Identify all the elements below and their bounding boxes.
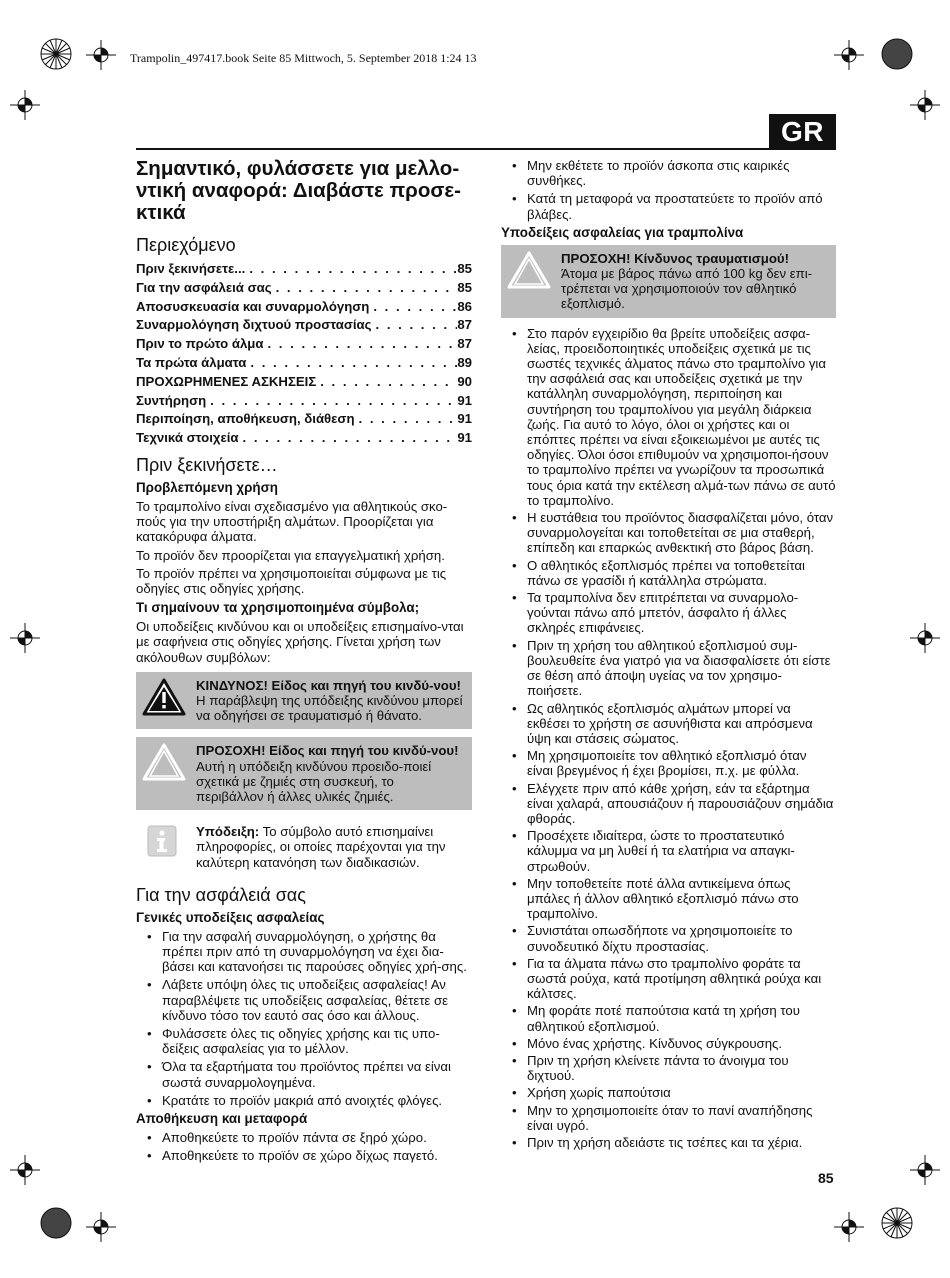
list-item: • Ως αθλητικός εξοπλισμός αλμάτων μπορεί να εκθέσει το χρήστη σε ασυνήθιστα και απρόσμενα ύψη και στάσεις σώματος. xyxy=(501,701,836,747)
toc-entry-page: 85 xyxy=(457,279,472,295)
crosshair-mark-icon xyxy=(910,90,940,120)
toc-entry-page: 91 xyxy=(457,411,472,427)
list-item: • Μην το χρησιμοποιείτε όταν το πανί αναπήδησης είναι υγρό. xyxy=(501,1103,836,1133)
toc-entry-page: 85 xyxy=(457,261,472,276)
notice-text: Το σύμβολο αυτό επισημαίνει πληροφορίες, οι οποίες παρέχονται για την καλύτερη κατανόηση των διαδικασιών. xyxy=(196,824,446,870)
list-item: • Πριν τη χρήση του αθλητικού εξοπλισμού συμ-βουλευθείτε ένα γιατρό για να διασφαλίσετε ότι είστε σε θέση από άποψη υγείας να τον χρησιμο-ποιήσετε. xyxy=(501,638,836,699)
info-icon xyxy=(142,824,186,870)
general-safety-list xyxy=(136,929,472,1108)
list-item: • Αποθηκεύετε το προϊόν σε χώρο δίχως παγετό. xyxy=(136,1148,472,1163)
list-item: • Συνιστάται οπωσδήποτε να χρησιμοποιείτε το συνοδευτικό δίχτυ προστασίας. xyxy=(501,923,836,953)
toc-entry-page: 90 xyxy=(457,373,472,389)
list-item: • Αποθηκεύετε το προϊόν πάντα σε ξηρό χώρο. xyxy=(136,1130,472,1145)
registration-mark-icon xyxy=(36,1203,76,1243)
notice-text: Η παράβλεψη της υπόδειξης κινδύνου μπορεί να οδηγήσει σε τραυματισμό ή θάνατο. xyxy=(196,693,463,724)
page-number: 85 xyxy=(818,1170,834,1186)
registration-mark-icon xyxy=(877,34,917,74)
caution-notice xyxy=(136,737,472,810)
crosshair-mark-icon xyxy=(10,90,40,120)
toc-entry-title: Περιποίηση, αποθήκευση, διάθεση xyxy=(136,411,355,427)
notice-text: Άτομα με βάρος πάνω από 100 kg δεν επι-τρέπεται να χρησιμοποιούν τον αθλητικό εξοπλισμό. xyxy=(561,266,813,312)
list-item: • Πριν τη χρήση κλείνετε πάντα το άνοιγμα του διχτυού. xyxy=(501,1053,836,1083)
list-item: • Λάβετε υπόψη όλες τις υποδείξεις ασφαλείας! Αν παραβλέψετε τις υποδείξεις ασφαλείας, θέτετε σε κίνδυνο τόσο τον εαυτό σας όσο και άλλους. xyxy=(136,977,472,1023)
toc-entry-title: Τεχνικά στοιχεία xyxy=(136,430,239,446)
toc-entry[interactable] xyxy=(136,279,472,298)
toc-entry-page: 89 xyxy=(457,354,472,370)
danger-notice xyxy=(136,672,472,730)
toc-entry-page: 87 xyxy=(457,317,472,333)
crosshair-mark-icon xyxy=(10,623,40,653)
page-title: Σημαντικό, φυλάσσετε για μελλο-ντική αναφορά: Διαβάστε προσε-κτικά xyxy=(136,157,461,224)
subsection-heading: Υποδείξεις ασφαλείας για τραμπολίνα xyxy=(501,224,744,240)
toc-entry-title: Συντήρηση xyxy=(136,392,207,408)
toc-entry-title: Τα πρώτα άλματα xyxy=(136,354,247,370)
crosshair-mark-icon xyxy=(86,40,116,70)
transport-list xyxy=(501,158,836,222)
list-item: • Για την ασφαλή συναρμολόγηση, ο χρήστης θα πρέπει πριν από τη συναρμολόγηση να έχει δια-βάσει και κατανοήσει τις παρούσες οδηγίες χρή-σης. xyxy=(136,929,472,975)
toc-entry[interactable] xyxy=(136,429,472,448)
list-item: • Η ευστάθεια του προϊόντος διασφαλίζεται μόνο, όταν συναρμολογείται και τοποθετείται σε μια σταθερή, επίπεδη και επαρκώς ανθεκτική στο βάρος βάση. xyxy=(501,510,836,556)
list-item: • Για τα άλματα πάνω στο τραμπολίνο φοράτε τα σωστά ρούχα, κατά προτίμηση αθλητικά ρούχα και κάλτσες. xyxy=(501,956,836,1002)
toc-entry-title: Πριν το πρώτο άλμα xyxy=(136,336,264,352)
notice-label: ΠΡΟΣΟΧΗ! Είδος και πηγή του κινδύ-νου! xyxy=(196,743,459,759)
subsection-heading: Αποθήκευση και μεταφορά xyxy=(136,1111,308,1127)
toc-entry-title: ΠΡΟΧΩΡΗΜΕΝΕΣ ΑΣΚΗΣΕΙΣ xyxy=(136,373,317,389)
toc-entry-page: 87 xyxy=(457,336,472,352)
crosshair-mark-icon xyxy=(10,1155,40,1185)
notice-label: Υπόδειξη: xyxy=(196,824,260,840)
list-item: • Κρατάτε το προϊόν μακριά από ανοιχτές φλόγες. xyxy=(136,1093,472,1108)
left-column xyxy=(136,158,472,1166)
injury-warning-notice xyxy=(501,245,836,318)
subsection-heading: Γενικές υποδείξεις ασφαλείας xyxy=(136,909,325,925)
list-item: • Όλα τα εξαρτήματα του προϊόντος πρέπει να είναι σωστά συναρμολογημένα. xyxy=(136,1059,472,1089)
list-item: • Μόνο ένας χρήστης. Κίνδυνος σύγκρουσης. xyxy=(501,1036,836,1051)
paragraph: Οι υποδείξεις κινδύνου και οι υποδείξεις επισημαίνο-νται με σαφήνεια στις οδηγίες χρήσης. Γίνεται χρήση των ακόλουθων συμβόλων: xyxy=(136,619,464,665)
toc-entry-title: Για την ασφάλειά σας xyxy=(136,279,272,295)
crosshair-mark-icon xyxy=(86,1212,116,1242)
list-item: • Κατά τη μεταφορά να προστατεύετε το προϊόν από βλάβες. xyxy=(501,191,836,221)
toc-heading: Περιεχόμενο xyxy=(136,235,236,255)
list-item: • Μη χρησιμοποιείτε τον αθλητικό εξοπλισμό όταν είναι βρεγμένος ή έχει βρομίσει, π.χ. με φύλλα. xyxy=(501,748,836,778)
registration-mark-icon xyxy=(877,1203,917,1243)
toc-entry[interactable] xyxy=(136,373,472,392)
notice-label: ΚΙΝΔΥΝΟΣ! Είδος και πηγή του κινδύ-νου! xyxy=(196,677,461,693)
table-of-contents xyxy=(136,260,472,448)
toc-entry[interactable] xyxy=(136,316,472,335)
list-item: • Πριν τη χρήση αδειάστε τις τσέπες και τα χέρια. xyxy=(501,1135,836,1150)
toc-entry-page: 91 xyxy=(457,430,472,446)
caution-triangle-icon xyxy=(142,743,186,804)
danger-warning-icon xyxy=(142,678,186,724)
section-heading: Πριν ξεκινήσετε… xyxy=(136,454,278,475)
header-rule xyxy=(136,148,836,150)
list-item: • Μη φοράτε ποτέ παπούτσια κατά τη χρήση του αθλητικού εξοπλισμού. xyxy=(501,1003,836,1033)
list-item: • Ο αθλητικός εξοπλισμός πρέπει να τοποθετείται πάνω σε γρασίδι ή κατάλληλα στρώματα. xyxy=(501,558,836,588)
print-slug: Trampolin_497417.book Seite 85 Mittwoch, 5. September 2018 1:24 13 xyxy=(130,51,477,65)
subsection-heading: Τι σημαίνουν τα χρησιμοποιημένα σύμβολα; xyxy=(136,600,420,616)
caution-triangle-icon xyxy=(507,251,551,312)
toc-entry[interactable] xyxy=(136,410,472,429)
toc-entry[interactable] xyxy=(136,392,472,411)
list-item: • Τα τραμπολίνα δεν επιτρέπεται να συναρμολο-γούνται πάνω από μπετόν, άσφαλτο ή άλλες σκληρές επιφάνειες. xyxy=(501,590,836,636)
toc-entry-title: Πριν ξεκινήσετε... xyxy=(136,261,246,276)
list-item: • Χρήση χωρίς παπούτσια xyxy=(501,1085,836,1100)
registration-mark-icon xyxy=(36,34,76,74)
toc-entry-title: Αποσυσκευασία και συναρμολόγηση xyxy=(136,298,370,314)
toc-entry-page: 91 xyxy=(457,392,472,408)
notice-label: ΠΡΟΣΟΧΗ! Κίνδυνος τραυματισμού! xyxy=(561,250,789,266)
subsection-heading: Προβλεπόμενη χρήση xyxy=(136,479,278,495)
list-item: • Ελέγχετε πριν από κάθε χρήση, εάν τα εξάρτημα είναι χαλαρά, απουσιάζουν ή παρουσιάζουν σημάδια φθοράς. xyxy=(501,781,836,827)
notice-text: Αυτή η υπόδειξη κινδύνου προειδο-ποιεί σχετικά με ζημιές στη συσκευή, το περιβάλλον ή άλλες υλικές ζημιές. xyxy=(196,758,432,805)
hint-notice xyxy=(136,818,472,876)
list-item: • Μην εκθέτετε το προϊόν άσκοπα στις καιρικές συνθήκες. xyxy=(501,158,836,188)
paragraph: Το τραμπολίνο είναι σχεδιασμένο για αθλητικούς σκο-πούς για την υποστήριξη αλμάτων. Προορίζεται για κατακόρυφα άλματα. xyxy=(136,498,448,545)
paragraph: Το προϊόν δεν προορίζεται για επαγγελματική χρήση. xyxy=(136,547,445,563)
language-badge: GR xyxy=(769,114,836,150)
right-column xyxy=(501,158,836,1152)
list-item: • Στο παρόν εγχειρίδιο θα βρείτε υποδείξεις ασφα-λείας, προειδοποιητικές υποδείξεις σχετικά με τις σωστές τεχνικές άλματος πάνω στο τραμπολίνο για την ασφάλειά σας και υποδείξεις σχετικά με την κατάλληλη συναρμολόγηση, περιποίηση και συντήρηση του τραμπολίνου για μεγάλη διάρκεια ζωής. Για αυτό το λόγο, όλοι οι χρήστες και οι επόπτες πρέπει να είναι εξοικειωμένοι με αυτές τις οδηγίες. Όλοι όσοι επιθυμούν να χρησιμοποι-ήσουν το τραμπολίνο πρέπει να γνωρίζουν τα προσωπικά τους όρια κατά την εκτέλεση αλμά-των πάνω σε αυτό το τραμπολίνο. xyxy=(501,326,836,508)
storage-list xyxy=(136,1130,472,1163)
toc-entry-page: 86 xyxy=(457,298,472,314)
paragraph: Το προϊόν πρέπει να χρησιμοποιείται σύμφωνα με τις οδηγίες στις οδηγίες χρήσης. xyxy=(136,565,447,596)
list-item: • Φυλάσσετε όλες τις οδηγίες χρήσης και τις υπο-δείξεις ασφαλείας για το μέλλον. xyxy=(136,1026,472,1056)
toc-entry[interactable] xyxy=(136,354,472,373)
toc-entry-title: Συναρμολόγηση διχτυού προστασίας xyxy=(136,317,372,333)
section-heading: Για την ασφάλειά σας xyxy=(136,884,306,905)
toc-entry[interactable] xyxy=(136,260,472,279)
list-item: • Μην τοποθετείτε ποτέ άλλα αντικείμενα όπως μπάλες ή άλλον αθλητικό εξοπλισμό πάνω στο τραμπολίνο. xyxy=(501,876,836,922)
crosshair-mark-icon xyxy=(910,623,940,653)
list-item: • Προσέχετε ιδιαίτερα, ώστε το προστατευτικό κάλυμμα να μη λυθεί ή τα ελατήρια να απαγκι-στρωθούν. xyxy=(501,828,836,874)
crosshair-mark-icon xyxy=(910,1155,940,1185)
toc-entry[interactable] xyxy=(136,335,472,354)
toc-entry[interactable] xyxy=(136,298,472,317)
crosshair-mark-icon xyxy=(834,1212,864,1242)
trampoline-safety-list xyxy=(501,326,836,1151)
crosshair-mark-icon xyxy=(834,40,864,70)
